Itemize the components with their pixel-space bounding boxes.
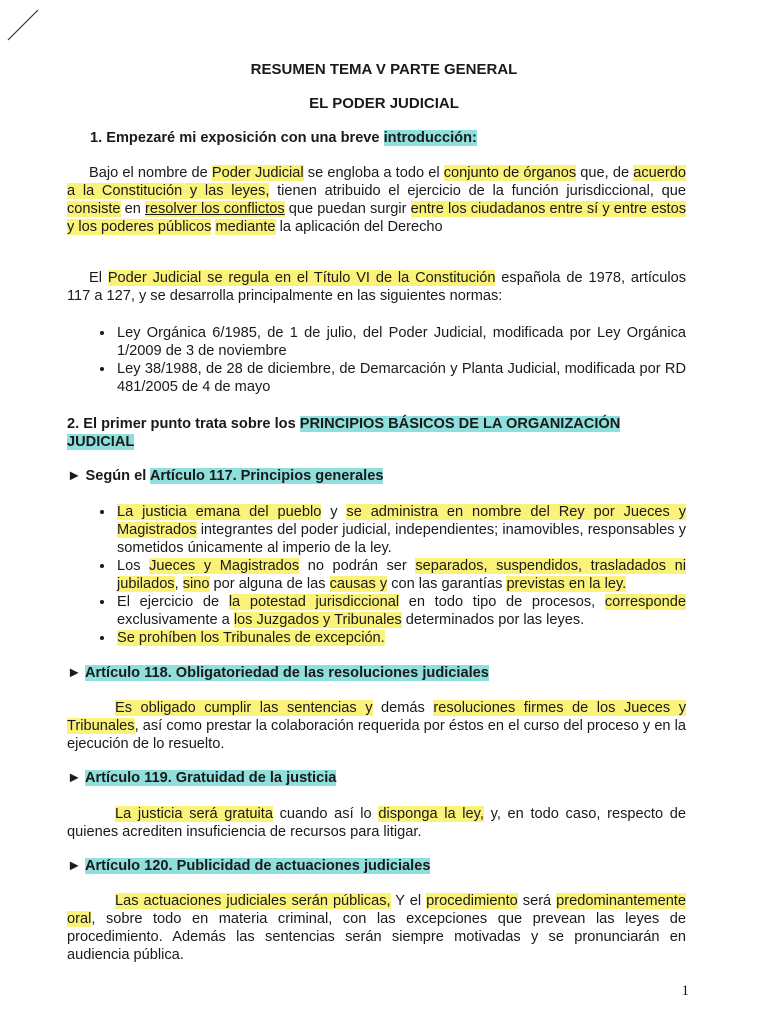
highlight-yellow: se administra en nombre del Rey por Jueces y Magistrados <box>117 504 686 538</box>
principle-item <box>115 503 686 557</box>
text-run: determinados por las leyes. <box>401 612 585 628</box>
text-run: El <box>89 270 108 286</box>
pen-stroke-mark <box>2 4 42 44</box>
article-119-heading <box>67 769 686 787</box>
text-run: integrantes del poder judicial, independientes; inamovibles, responsables y sometidos únicamente al imperio de la ley. <box>117 522 686 556</box>
highlight-yellow: la potestad jurisdiccional <box>228 594 400 610</box>
section-2-heading-highlight: PRINCIPIOS BÁSICOS DE LA ORGANIZACIÓN JUDICIAL <box>67 416 621 450</box>
text-run: El ejercicio de <box>117 594 229 610</box>
text-run: se engloba a todo el <box>303 165 444 181</box>
highlight-yellow: Poder Judicial <box>211 165 304 181</box>
text-run: la aplicación del Derecho <box>275 219 443 235</box>
text-run: en todo tipo de procesos, <box>399 594 605 610</box>
highlight-yellow: corresponde <box>604 594 687 610</box>
section-1-heading <box>90 129 686 147</box>
text-run: , sobre todo en materia criminal, con las excepciones que prevean las leyes de procedimiento. Además las sentencias serán siempre motivadas y se pronunciarán en audiencia pública. <box>67 911 686 963</box>
arrow-label: ► Según el <box>67 468 150 484</box>
article-119-title: Artículo 119. Gratuidad de la justicia <box>84 770 337 786</box>
highlight-yellow: Jueces y Magistrados <box>149 558 300 574</box>
highlight-yellow: predominantemente oral <box>67 893 686 927</box>
highlight-yellow: consiste <box>67 201 121 217</box>
highlight-yellow: previstas en la ley. <box>506 576 627 592</box>
highlight-yellow: Las actuaciones judiciales serán públicas, <box>115 893 391 909</box>
text-run: que, de <box>576 165 634 181</box>
section-1-heading-text: 1. Empezaré mi exposición con una breve <box>90 130 384 146</box>
arrow-label: ► <box>67 770 85 786</box>
highlight-yellow: resoluciones firmes de los Jueces y Tribunales <box>67 700 686 734</box>
highlight-yellow: procedimiento <box>426 893 518 909</box>
article-119-paragraph <box>67 805 686 841</box>
section-1-heading-highlight: introducción: <box>383 130 477 146</box>
law-item: • Ley 38/1988, de 28 de diciembre, de Demarcación y Planta Judicial, modificada por RD 481/2005 de 4 de mayo <box>115 360 686 396</box>
text-run: Bajo el nombre de <box>89 165 212 181</box>
text-run: exclusivamente a <box>117 612 234 628</box>
highlight-yellow: los Juzgados y Tribunales <box>233 612 402 628</box>
highlight-yellow: Se prohíben los Tribunales de excepción. <box>117 630 385 646</box>
highlight-yellow: causas y <box>329 576 388 592</box>
highlight-yellow: conjunto de órganos <box>443 165 577 181</box>
section-2-heading <box>67 415 686 451</box>
article-117-title: Artículo 117. Principios generales <box>149 468 384 484</box>
article-120-paragraph <box>67 892 686 964</box>
principle-item <box>115 557 686 593</box>
article-118-paragraph <box>67 699 686 753</box>
text-run: en <box>120 201 145 217</box>
highlight-yellow: mediante <box>215 219 276 235</box>
text-run: y <box>321 504 347 520</box>
highlight-yellow: sino <box>182 576 210 592</box>
highlight-yellow: Es obligado cumplir las sentencias y <box>115 700 373 716</box>
principle-item <box>115 629 686 647</box>
highlight-yellow: acuerdo a la Constitución y las leyes, <box>67 165 686 199</box>
text-run: tienen atribuido el ejercicio de la función jurisdiccional, que <box>269 183 686 199</box>
text-run: , <box>174 576 183 592</box>
text-run: por alguna de las <box>209 576 330 592</box>
text-run: y, en todo caso, respecto de quienes acrediten insuficiencia de recursos para litigar. <box>67 806 686 840</box>
text-run: con las garantías <box>387 576 507 592</box>
law-item: • Ley Orgánica 6/1985, de 1 de julio, del Poder Judicial, modificada por Ley Orgánica 1/2009 de 3 de noviembre <box>115 324 686 360</box>
article-120-title: Artículo 120. Publicidad de actuaciones judiciales <box>84 858 431 874</box>
highlight-yellow: entre los ciudadanos entre sí y entre estos y los poderes públicos <box>67 201 686 235</box>
regulation-paragraph <box>67 269 686 305</box>
document-title: RESUMEN TEMA V PARTE GENERAL <box>250 61 518 78</box>
highlight-yellow: Poder Judicial se regula en el Título VI de la Constitución <box>107 270 496 286</box>
intro-paragraph <box>67 164 686 236</box>
highlight-yellow: resolver los conflictos <box>145 201 285 217</box>
highlight-yellow: La justicia será gratuita <box>115 806 273 822</box>
highlight-yellow: disponga la ley, <box>378 806 484 822</box>
arrow-label: ► <box>67 665 85 681</box>
text-run: Los <box>117 558 150 574</box>
highlight-yellow: La justicia emana del pueblo <box>117 504 322 520</box>
section-2-heading-text: 2. El primer punto trata sobre los <box>67 416 300 432</box>
article-118-heading <box>67 664 686 682</box>
page-number: 1 <box>681 983 689 999</box>
article-117-list <box>67 503 686 647</box>
article-120-heading <box>67 857 686 875</box>
document-subtitle: EL PODER JUDICIAL <box>309 95 459 112</box>
arrow-label: ► <box>67 858 85 874</box>
text-run: que puedan surgir <box>284 201 411 217</box>
text-run: Y el <box>390 893 427 909</box>
text-run: , así como prestar la colaboración requerida por éstos en el curso del proceso y en la ejecución de lo resuelto. <box>67 718 686 752</box>
text-run: no podrán ser <box>299 558 416 574</box>
text-run: será <box>517 893 557 909</box>
principle-item <box>115 593 686 629</box>
text-run: española de 1978, artículos 117 a 127, y se desarrolla principalmente en las siguientes normas: <box>67 270 686 304</box>
article-117-heading <box>67 467 686 485</box>
article-118-title: Artículo 118. Obligatoriedad de las resoluciones judiciales <box>84 665 489 681</box>
text-run: cuando así lo <box>272 806 379 822</box>
highlight-yellow: separados, suspendidos, trasladados ni jubilados <box>117 558 686 592</box>
laws-list <box>67 324 686 396</box>
text-run: demás <box>372 700 434 716</box>
